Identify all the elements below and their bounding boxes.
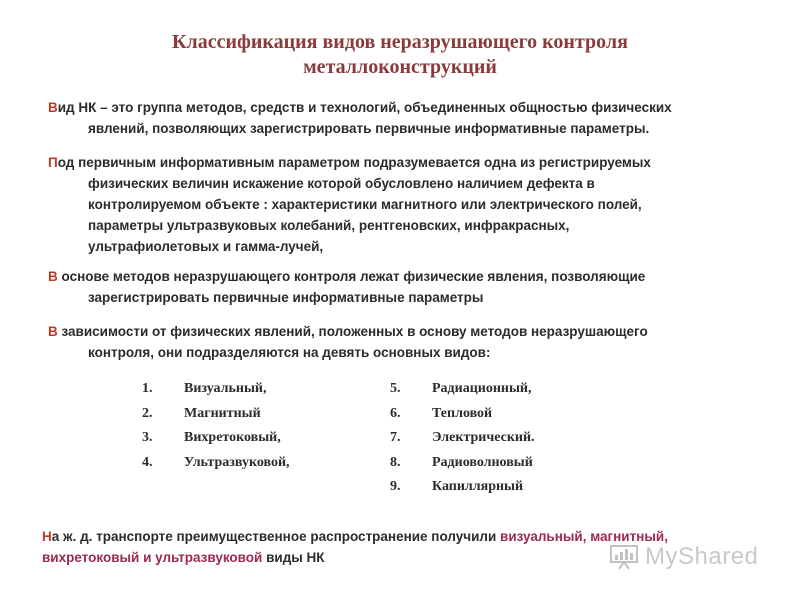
paragraph-initial: П [48, 155, 58, 170]
list-item [390, 451, 535, 476]
paragraph-initial: В [48, 100, 58, 115]
list-item [390, 402, 535, 427]
page-title-line-1: Классификация видов неразрушающего контроля [172, 31, 628, 53]
paragraph-line: параметры ультразвуковых колебаний, рентгеновских, инфракрасных, [88, 218, 570, 233]
list-item-label: Тепловой [432, 405, 493, 421]
list-item [390, 377, 535, 402]
highlighted-methods: вихретоковый и ультразвуковой [42, 550, 263, 565]
list-item [142, 426, 290, 451]
definition-paragraph [48, 97, 758, 139]
paragraph-line: а ж. д. транспорте преимущественное распространение получили [51, 529, 501, 544]
informative-parameter-paragraph [48, 152, 758, 257]
list-item [390, 475, 535, 500]
paragraph-initial: В [48, 269, 58, 284]
list-item-label: Радиоволновый [432, 454, 533, 470]
list-item-label: Электрический. [432, 430, 535, 445]
list-item-number: 7. [390, 430, 401, 445]
list-item-label: Капиллярный [432, 479, 524, 494]
paragraph-line: контроля, они подразделяются на девять основных видов: [88, 345, 491, 360]
watermark-text: MyShared [645, 543, 759, 570]
list-item-number: 4. [142, 454, 153, 470]
paragraph-line: основе методов неразрушающего контроля лежат физические явления, позволяющие [57, 269, 646, 284]
list-item-number: 6. [390, 405, 401, 421]
list-item [390, 426, 535, 451]
classification-intro-paragraph [48, 321, 758, 363]
paragraph-line: зависимости от физических явлений, положенных в основу методов неразрушающего [57, 324, 648, 339]
paragraph-initial: В [48, 324, 58, 339]
list-item-label: Визуальный, [184, 381, 267, 396]
myshared-watermark [609, 540, 758, 574]
page-title [0, 30, 800, 80]
method-list-left [142, 377, 290, 475]
list-item-number: 5. [390, 381, 401, 396]
list-item-number: 9. [390, 479, 401, 494]
paragraph-line: контролируемом объекте : характеристики магнитного или электрического полей, [88, 197, 642, 212]
list-item-label: Магнитный [184, 405, 261, 421]
list-item-number: 2. [142, 405, 153, 421]
paragraph-line: зарегистрировать первичные информативные параметры [88, 290, 484, 305]
paragraph-line: физических величин искажение которой обусловлено наличием дефекта в [88, 176, 595, 191]
list-item [142, 377, 290, 402]
method-list-right [390, 377, 535, 500]
list-item-number: 1. [142, 381, 153, 396]
list-item-label: Радиационный, [432, 381, 532, 396]
list-item-number: 8. [390, 454, 401, 470]
paragraph-line: ультрафиолетовых и гамма-лучей, [88, 239, 324, 254]
list-item [142, 451, 290, 476]
presentation-board-icon [609, 544, 639, 570]
list-item-number: 3. [142, 430, 153, 445]
paragraph-initial: Н [42, 529, 52, 544]
list-item-label: Ультразвуковой, [184, 454, 290, 470]
highlighted-methods: визуальный, магнитный, [500, 529, 668, 544]
page-title-line-2: металлоконструкций [303, 56, 497, 78]
paragraph-line: ид НК – это группа методов, средств и технологий, объединенных общностью физических [57, 100, 672, 115]
list-item [142, 402, 290, 427]
paragraph-line: од первичным информативным параметром подразумевается одна из регистрируемых [57, 155, 651, 170]
list-item-label: Вихретоковый, [184, 430, 281, 445]
physical-phenomena-paragraph [48, 266, 758, 308]
paragraph-line: явлений, позволяющих зарегистрировать первичные информативные параметры. [88, 121, 650, 136]
paragraph-line: виды НК [262, 550, 325, 565]
